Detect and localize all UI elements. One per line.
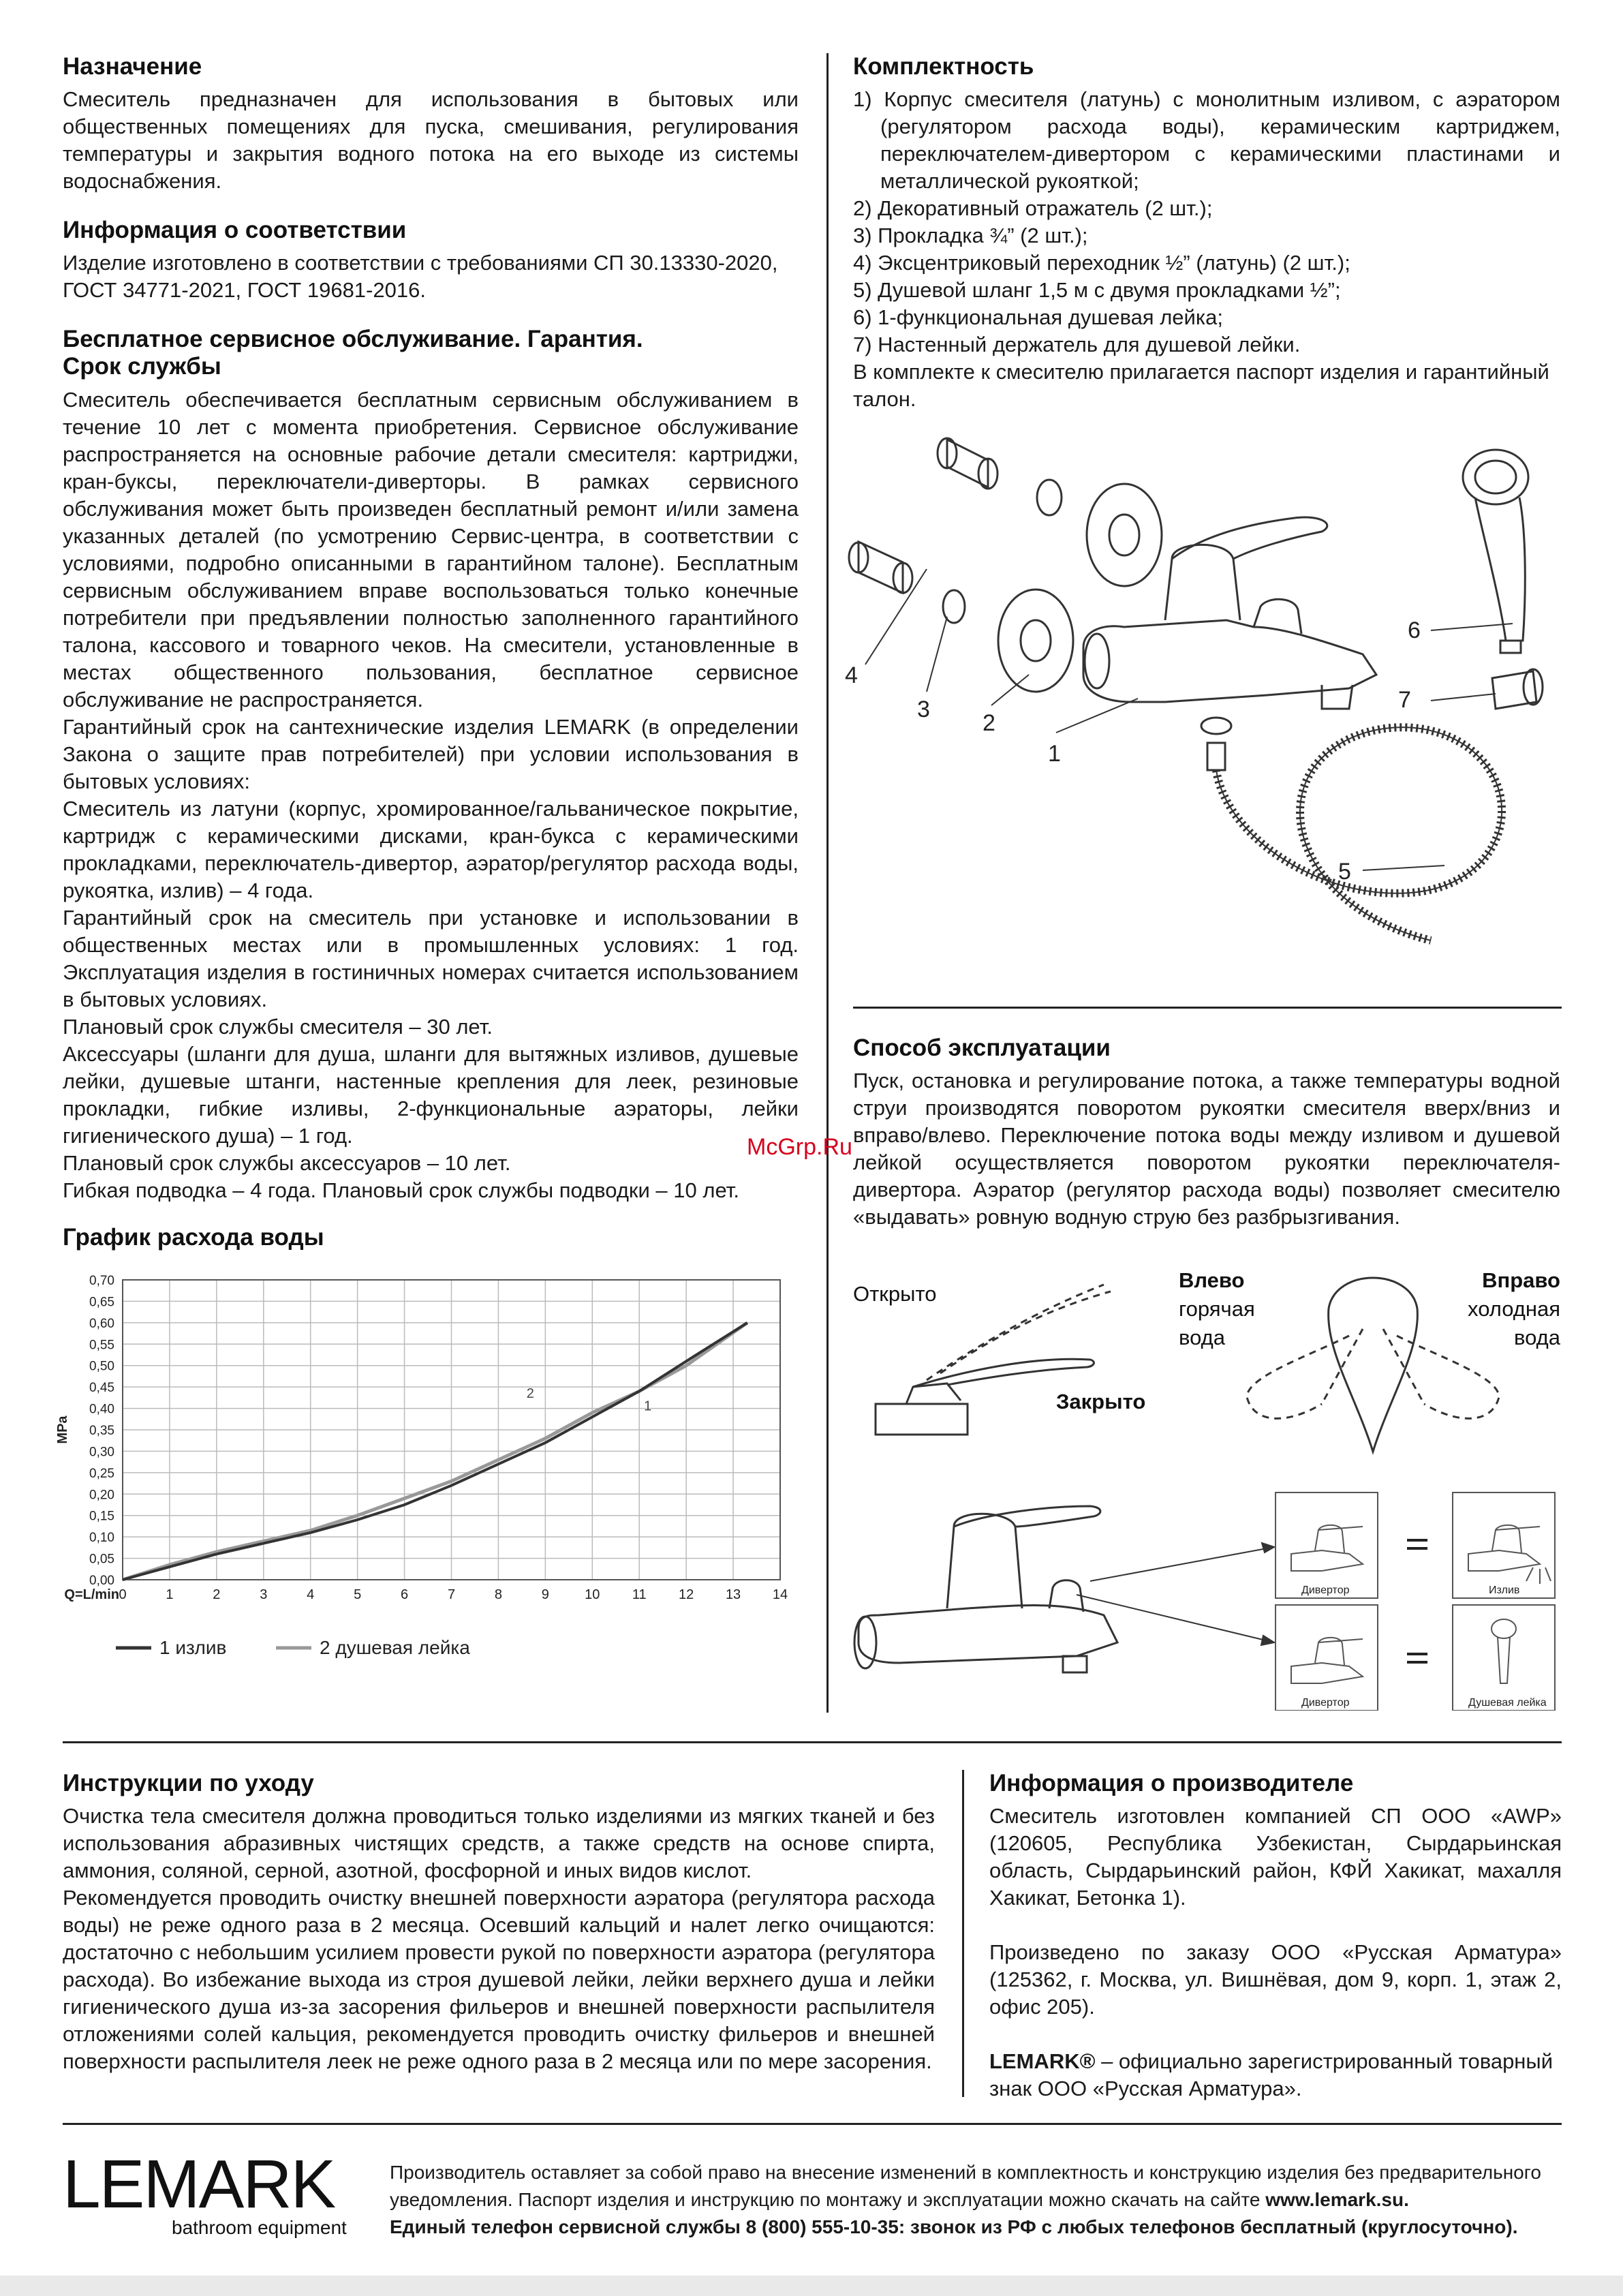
watermark: McGrp.Ru <box>747 1134 852 1160</box>
x-tick-label: 9 <box>541 1587 549 1602</box>
y-tick-label: 0,35 <box>89 1424 114 1438</box>
kit-title: Комплектность <box>853 53 1034 80</box>
callout-7: 7 <box>1398 687 1411 713</box>
x-tick-label: 12 <box>679 1587 694 1602</box>
warranty-paragraph: Смеситель из латуни (корпус, хромированное/гальваническое покрытие, картридж с керамическими дисками, кран-букса с керамическими прокладками, переключатель-дивертор, аэратор/регулятор расхода воды, рукоятка, излив) – 4 года. <box>63 796 799 902</box>
leader-4 <box>865 569 927 664</box>
lemark-logo <box>63 2146 362 2246</box>
y-tick-label: 0,55 <box>89 1338 114 1353</box>
wall-holder <box>1492 669 1543 709</box>
left-label-3: вода <box>1179 1326 1226 1349</box>
mixer-body <box>1083 517 1376 709</box>
purpose-title: Назначение <box>63 53 202 80</box>
conformity-section <box>63 217 799 304</box>
manufacturer-trademark <box>989 2048 1562 2102</box>
bottom-column-divider <box>962 1770 964 2097</box>
warranty-paragraph: Гарантийный срок на сантехнические изделия LEMARK (в определении Закона о защите прав потребителей) при условии использования в бытовых условиях: <box>63 714 799 793</box>
y-tick-label: 0,70 <box>89 1274 114 1288</box>
kit-item: 3) Прокладка ¾” (2 шт.); <box>853 224 1088 248</box>
shower-box <box>1453 1605 1555 1711</box>
manufacturer-made-by: Смеситель изготовлен компанией СП ООО «AWP» (120605, Республика Узбекистан, Сырдарьинская область, Сырдарьинский район, КФЙ Хакикат, махалля Хакикат, Бетонка 1). <box>989 1804 1562 1910</box>
kit-item: 4) Эксцентриковый переходник ½” (латунь) (2 шт.); <box>853 251 1350 275</box>
y-tick-label: 0,20 <box>89 1488 114 1503</box>
right-label-2: холодная <box>1468 1297 1560 1321</box>
warranty-paragraph: Смеситель обеспечивается бесплатным сервисным обслуживанием в течение 10 лет с момента приобретения. Сервисное обслуживание распространяется на основные рабочие детали смесителя: картриджи, кран-буксы, переключатели-диверторы. В рамках сервисного обслуживания может быть произведен бесплатный ремонт и/или замена указанных деталей (по усмотрению Сервис-центра, в соответствии с условиями, подробно описанными в гарантийном талоне). Бесплатным сервисным обслуживанием вправе воспользоваться только конечные потребители при предъявлении полностью заполненного гарантийного талона, кассового и товарного чеков. На смесители, установленные в местах общественного пользования, бесплатное сервисное обслуживание не распространяется. <box>63 387 799 711</box>
care-title: Инструкции по уходу <box>63 1770 314 1796</box>
logo-tagline: bathroom equipment <box>172 2217 347 2238</box>
kit-item: 7) Настенный держатель для душевой лейки. <box>853 333 1301 357</box>
kit-item: 2) Декоративный отражатель (2 шт.); <box>853 196 1213 221</box>
warranty-title-2: Срок службы <box>63 353 221 380</box>
x-tick-label: 6 <box>401 1587 409 1602</box>
manufacturer-section <box>989 1770 1562 2102</box>
gasket-top <box>1037 480 1062 515</box>
diverter-label: Дивертор <box>1301 1585 1350 1596</box>
legend-label: 2 душевая лейка <box>320 1637 470 1658</box>
purpose-text: Смеситель предназначен для использования в бытовых или общественных помещениях для пуска, смешивания, регулирования температуры и закрытия водного потока на его выходе из системы водоснабжения. <box>63 87 799 194</box>
right-label-3: вода <box>1513 1326 1560 1349</box>
x-tick-label: 8 <box>494 1587 502 1602</box>
y-tick-label: 0,00 <box>89 1574 114 1588</box>
kit-section <box>853 53 1560 413</box>
x-tick-label: 5 <box>354 1587 362 1602</box>
leader-5 <box>1363 866 1444 870</box>
y-axis-label: MPa <box>55 1415 70 1444</box>
kit-item: 5) Душевой шланг 1,5 м с двумя прокладками ½”; <box>853 278 1341 303</box>
eccentric-adapter-bottom <box>849 542 912 593</box>
usage-text: Пуск, остановка и регулирование потока, а также температуры водной струи производятся поворотом рукоятки смесителя вверх/вниз и вправо/влево. Переключение потока воды между изливом и душевой лейкой осуществляется поворотом рукоятки переключателя-дивертора. Аэратор (регулятор расхода воды) позволяет смесителю «выдавать» ровную водную струю без разбрызгивания. <box>853 1069 1560 1229</box>
x-tick-label: 13 <box>725 1587 741 1602</box>
x-tick-label: 0 <box>119 1587 127 1602</box>
x-tick-label: 4 <box>307 1587 315 1602</box>
series-number-label: 1 <box>644 1398 652 1414</box>
mixer-side-view <box>854 1506 1117 1672</box>
flow-chart-section <box>63 1224 799 1251</box>
y-tick-label: 0,60 <box>89 1316 114 1331</box>
left-label-2: горячая <box>1179 1297 1255 1321</box>
y-tick-label: 0,65 <box>89 1295 114 1310</box>
callout-5: 5 <box>1338 859 1351 885</box>
trademark-brand: LEMARK® <box>989 2049 1096 2074</box>
open-label: Открыто <box>853 1282 937 1306</box>
kit-list <box>853 86 1560 358</box>
y-tick-label: 0,45 <box>89 1381 114 1396</box>
diverter-box-2 <box>1276 1605 1378 1711</box>
right-label-1: Вправо <box>1482 1268 1560 1292</box>
leader-3 <box>927 617 947 692</box>
y-tick-label: 0,05 <box>89 1552 114 1567</box>
footer-notice <box>390 2159 1568 2241</box>
page-bottom-edge <box>0 2276 1623 2296</box>
right-cold-label <box>1424 1266 1560 1352</box>
kit-illustration <box>845 423 1574 1009</box>
x-tick-label: 11 <box>632 1587 647 1602</box>
warranty-paragraph: Плановый срок службы смесителя – 30 лет. <box>63 1014 493 1039</box>
x-tick-label: 10 <box>585 1587 600 1602</box>
callout-3: 3 <box>917 697 930 722</box>
y-tick-label: 0,50 <box>89 1359 114 1374</box>
x-tick-label: 14 <box>772 1587 788 1602</box>
kit-item: 6) 1-функциональная душевая лейка; <box>853 305 1223 330</box>
column-divider <box>826 53 829 1713</box>
warranty-paragraph: Гарантийный срок на смеситель при установке и использовании в общественных местах или в промышленных условиях: 1 год. Эксплуатация изделия в гостиничных номерах считается использованием в бытовых условиях. <box>63 905 799 1011</box>
flow-chart <box>41 1261 811 1670</box>
callout-4: 4 <box>845 662 858 688</box>
warranty-paragraph: Аксессуары (шланги для душа, шланги для вытяжных изливов, душевые лейки, душевые штанги, настенные крепления для леек, резиновые прокладки, гибкие изливы, 2-функциональные аэраторы, лейки гигиенического душа) – 1 год. <box>63 1041 799 1148</box>
kit-note: В комплекте к смесителю прилагается паспорт изделия и гарантийный талон. <box>853 360 1549 412</box>
y-tick-label: 0,15 <box>89 1509 114 1524</box>
footer-line-2-text: уведомления. Паспорт изделия и инструкцию по монтажу и эксплуатации можно скачать на сайте <box>390 2189 1266 2210</box>
arrow-spout <box>1090 1547 1274 1581</box>
reflector-top <box>1087 484 1162 586</box>
eccentric-adapter-top <box>938 438 998 489</box>
footer-divider <box>63 2123 1562 2125</box>
arrow-shower-head <box>1261 1636 1274 1645</box>
shower-label: Душевая лейка <box>1468 1697 1547 1709</box>
leader-1 <box>1056 699 1138 733</box>
x-tick-label: 2 <box>213 1587 221 1602</box>
manufacturer-ordered-by: Произведено по заказу ООО «Русская Арматура» (125362, г. Москва, ул. Вишнёвая, дом 9, корп. 1, этаж 2, офис 205). <box>989 1940 1562 2019</box>
series-number-label: 2 <box>526 1386 534 1401</box>
care-paragraph: Очистка тела смесителя должна проводиться только изделиями из мягких тканей и без использования абразивных чистящих средств, а также средств на основе спирта, аммония, соляной, серной, азотной, фосфорной и иных видов кислот. <box>63 1804 935 1883</box>
x-axis-label: Q=L/min <box>64 1587 119 1602</box>
spout-label: Излив <box>1489 1585 1520 1596</box>
callout-2: 2 <box>983 710 995 736</box>
kit-item: 1) Корпус смесителя (латунь) с монолитным изливом, с аэратором (регулятором расхода воды), керамическим картриджем, переключателем-дивертором с керамическими пластинами и металлической рукояткой; <box>853 87 1560 194</box>
shower-hose <box>1201 718 1502 940</box>
footer-line-3: Единый телефон сервисной службы 8 (800) 555-10-35: звонок из РФ с любых телефонов бесплатный (круглосуточно). <box>390 2216 1518 2237</box>
care-paragraph: Рекомендуется проводить очистку внешней поверхности аэратора (регулятора расхода воды) не реже одного раза в 2 месяца. Осевший кальций и налет легко очищаются: достаточно с небольшим усилием провести рукой по поверхности аэратора (регулятора расхода). Во избежание выхода из строя душевой лейки, лейки верхнего душа и лейки гигиенического душа из-за засорения фильеров и внешней поверхности распылителя отложениями солей кальция, рекомендуется проводить очистку фильеров и внешней поверхности распылителя леек не реже одного раза в 2 месяца или по мере засорения. <box>63 1886 935 2074</box>
footer-line-1: Производитель оставляет за собой право на внесение изменений в комплектность и конструкцию изделия без предварительного <box>390 2162 1541 2183</box>
left-label-1: Влево <box>1179 1268 1245 1292</box>
conformity-text: Изделие изготовлено в соответствии с требованиями СП 30.13330-2020, ГОСТ 34771-2021, ГОСТ 19681-2016. <box>63 251 778 303</box>
y-tick-label: 0,10 <box>89 1531 114 1546</box>
y-tick-label: 0,25 <box>89 1466 114 1481</box>
care-section <box>63 1770 935 2075</box>
left-hot-label <box>1179 1266 1255 1352</box>
trademark-text: – официально зарегистрированный товарный знак ООО «Русская Арматура». <box>989 2049 1554 2101</box>
diverter-label: Дивертор <box>1301 1697 1350 1709</box>
warranty-section <box>63 326 799 1204</box>
leader-6 <box>1431 624 1513 630</box>
callout-6: 6 <box>1408 617 1421 643</box>
leader-7 <box>1431 694 1496 701</box>
usage-divider <box>853 1007 1562 1009</box>
reflector-bottom <box>998 590 1073 692</box>
warranty-paragraph: Плановый срок службы аксессуаров – 10 лет. <box>63 1150 511 1175</box>
y-tick-label: 0,40 <box>89 1402 114 1417</box>
footer-website-link[interactable]: www.lemark.su. <box>1265 2189 1409 2210</box>
legend-label: 1 излив <box>159 1637 227 1658</box>
logo-wordmark: LEMARK <box>63 2146 335 2222</box>
footer-line-2 <box>390 2186 1568 2214</box>
arrow-spout-head <box>1262 1543 1274 1552</box>
usage-section <box>853 1035 1560 1231</box>
bottom-divider <box>63 1741 1562 1743</box>
closed-label: Закрыто <box>1056 1390 1146 1413</box>
warranty-paragraph: Гибкая подводка – 4 года. Плановый срок службы подводки – 10 лет. <box>63 1178 740 1202</box>
usage-title: Способ эксплуатации <box>853 1035 1111 1061</box>
diverter-box-1 <box>1276 1493 1378 1598</box>
x-tick-label: 1 <box>166 1587 174 1602</box>
flow-chart-title: График расхода воды <box>63 1224 324 1251</box>
callout-1: 1 <box>1048 741 1061 767</box>
x-tick-label: 3 <box>260 1587 268 1602</box>
conformity-title: Информация о соответствии <box>63 217 407 243</box>
manufacturer-title: Информация о производителе <box>989 1770 1354 1796</box>
hand-shower <box>1463 450 1528 653</box>
y-tick-label: 0,30 <box>89 1445 114 1460</box>
x-tick-label: 7 <box>447 1587 456 1602</box>
purpose-section <box>63 53 799 195</box>
warranty-title-1: Бесплатное сервисное обслуживание. Гарантия. <box>63 326 643 352</box>
